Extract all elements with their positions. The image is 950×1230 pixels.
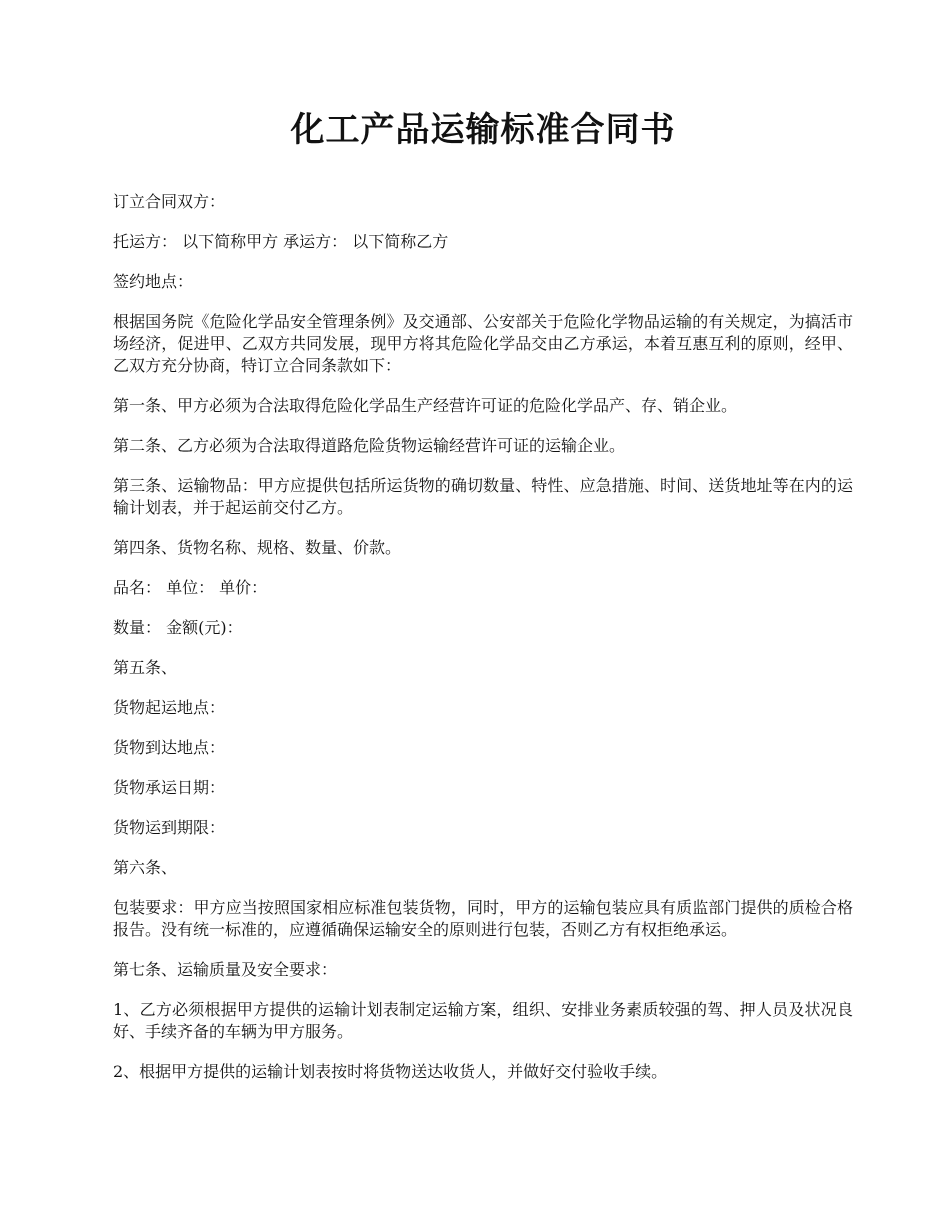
paragraph-shipper-carrier: 托运方： 以下简称甲方 承运方： 以下简称乙方: [113, 232, 449, 252]
paragraph-signing-place: 签约地点：: [113, 272, 194, 292]
paragraph-preamble: 根据国务院《危险化学品安全管理条例》及交通部、公安部关于危险化学物品运输的有关规定，为搞活市场经济，促进甲、乙双方共同发展，现甲方将其危险化学品交由乙方承运，本着互惠互利的原则，经甲、乙双方充分协商，特订立合同条款如下：: [113, 312, 853, 376]
paragraph-article-7: 第七条、运输质量及安全要求：: [113, 960, 338, 980]
paragraph-destination: 货物到达地点：: [113, 738, 226, 758]
paragraph-origin: 货物起运地点：: [113, 698, 226, 718]
paragraph-article-4: 第四条、货物名称、规格、数量、价款。: [113, 538, 402, 558]
paragraph-article-6: 第六条、: [113, 858, 178, 878]
paragraph-parties: 订立合同双方：: [113, 192, 226, 212]
paragraph-packaging: 包装要求：甲方应当按照国家相应标准包装货物，同时，甲方的运输包装应具有质监部门提供的质检合格报告。没有统一标准的，应遵循确保运输安全的原则进行包装，否则乙方有权拒绝承运。: [113, 898, 853, 940]
paragraph-ship-date: 货物承运日期：: [113, 778, 226, 798]
paragraph-item-1: 1、乙方必须根据甲方提供的运输计划表制定运输方案，组织、安排业务素质较强的驾、押人员及状况良好、手续齐备的车辆为甲方服务。: [113, 1000, 853, 1042]
paragraph-article-1: 第一条、甲方必须为合法取得危险化学品生产经营许可证的危险化学品产、存、销企业。: [113, 396, 738, 416]
paragraph-quantity-amount: 数量： 金额(元)：: [113, 618, 243, 638]
paragraph-article-3: 第三条、运输物品：甲方应提供包括所运货物的确切数量、特性、应急措施、时间、送货地址等在内的运输计划表，并于起运前交付乙方。: [113, 476, 853, 518]
document-page: [113, 112, 853, 1101]
paragraph-article-5: 第五条、: [113, 658, 178, 678]
paragraph-delivery-deadline: 货物运到期限：: [113, 818, 226, 838]
paragraph-article-2: 第二条、乙方必须为合法取得道路危险货物运输经营许可证的运输企业。: [113, 436, 626, 456]
document-title: 化工产品运输标准合同书: [290, 110, 676, 150]
paragraph-item-2: 2、根据甲方提供的运输计划表按时将货物送达收货人，并做好交付验收手续。: [113, 1062, 668, 1082]
paragraph-goods-name-unit-price: 品名： 单位： 单价：: [113, 578, 268, 598]
